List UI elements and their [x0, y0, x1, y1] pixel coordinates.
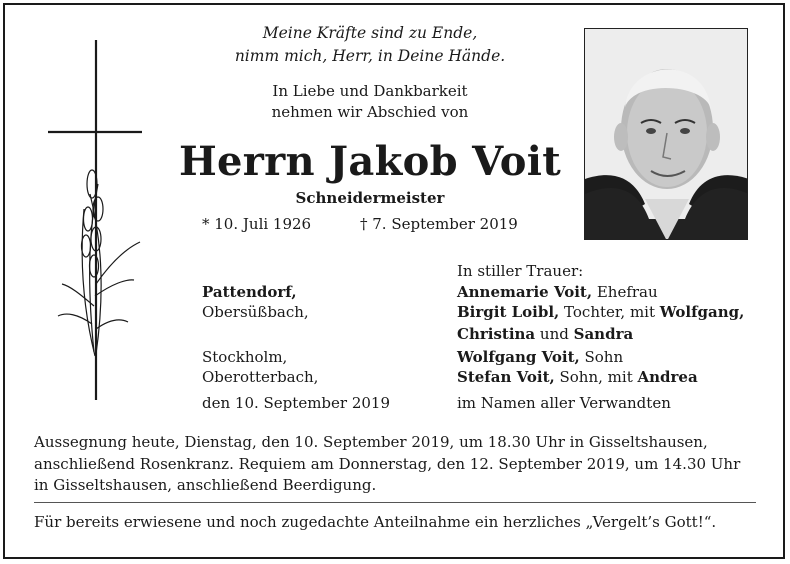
intro-line-1: In Liebe und Dankbarkeit [272, 82, 468, 100]
portrait-image [585, 29, 748, 240]
mourner-relation: und [535, 325, 574, 343]
mourner-line-2 [457, 303, 744, 323]
mourner-name: Christina [457, 325, 536, 343]
birth-date: * 10. Juli 1926 [202, 215, 312, 233]
deceased-name: Herrn Jakob Voit [178, 138, 562, 185]
place-3: Stockholm, [202, 348, 288, 366]
divider [34, 502, 756, 503]
mourner-line-1 [457, 283, 658, 303]
mourner-line-4 [457, 348, 623, 368]
mourner-name: Sandra [573, 325, 634, 343]
cross-with-wheat-icon [40, 34, 150, 404]
verse-line-2: nimm mich, Herr, in Deine Hände. [234, 47, 506, 65]
place-date: den 10. September 2019 [202, 394, 391, 412]
portrait-photo [584, 28, 748, 240]
mourner-name: Wolfgang, [659, 303, 745, 321]
mourner-line-6: im Namen aller Verwandten [457, 394, 671, 412]
mourner-name: Birgit Loibl, [457, 303, 560, 321]
mourner-name: Annemarie Voit, [457, 283, 593, 301]
place-1: Pattendorf, [202, 283, 297, 301]
mourner-name: Andrea [637, 368, 698, 386]
mourner-line-3 [457, 325, 633, 345]
intro-line-2: nehmen wir Abschied von [271, 103, 469, 121]
profession: Schneidermeister [295, 189, 445, 207]
mourner-line-5 [457, 368, 698, 388]
mourner-relation: Tochter, mit [559, 303, 660, 321]
verse-line-1: Meine Kräfte sind zu Ende, [262, 24, 478, 42]
mourner-name: Stefan Voit, [457, 368, 555, 386]
ceremony-text: Aussegnung heute, Dienstag, den 10. September 2019, um 18.30 Uhr in Gisseltshausen, anschließend Rosenkranz. Requiem am Donnerstag, den 12. September 2019, um 14.30 Uhr in Gisseltshausen, anschließend Beerdigung. [34, 433, 741, 494]
mourner-relation: Ehefrau [592, 283, 658, 301]
death-date: † 7. September 2019 [360, 215, 518, 233]
mourners-heading: In stiller Trauer: [457, 262, 584, 280]
place-4: Oberotterbach, [202, 368, 319, 386]
mourner-relation: Sohn, mit [554, 368, 638, 386]
place-2: Obersüßbach, [202, 303, 309, 321]
thanks-text: Für bereits erwiesene und noch zugedachte Anteilnahme ein herzliches „Vergelt’s Gott!“. [34, 513, 717, 531]
mourner-name: Wolfgang Voit, [457, 348, 580, 366]
mourner-relation: Sohn [579, 348, 624, 366]
